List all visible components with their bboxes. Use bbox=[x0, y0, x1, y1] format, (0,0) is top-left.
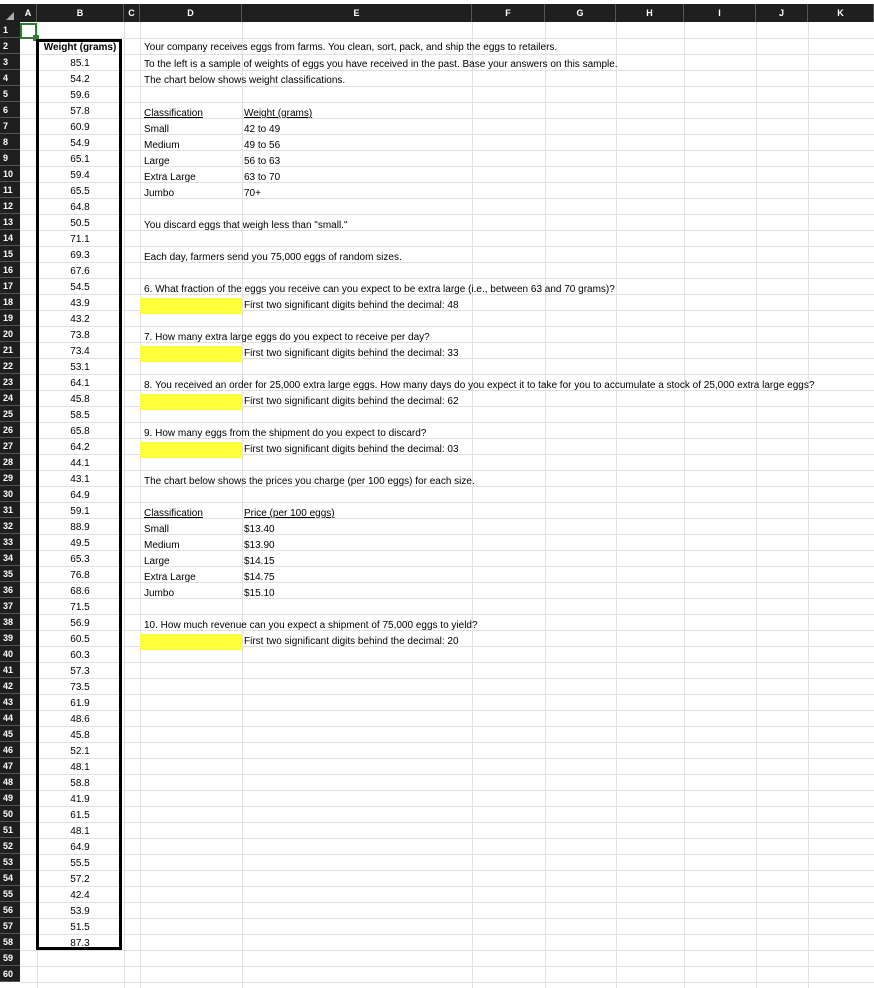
grid-line-horizontal bbox=[20, 838, 874, 839]
sample-value-cell[interactable]: 65.1 bbox=[70, 154, 90, 165]
row-header-31[interactable]: 31 bbox=[0, 502, 20, 518]
row-header-2[interactable]: 2 bbox=[0, 38, 20, 54]
row-header-57[interactable]: 57 bbox=[0, 918, 20, 934]
weight-row-value[interactable]: 42 to 49 bbox=[244, 124, 281, 135]
hint-q6[interactable]: First two significant digits behind the decimal: 48 bbox=[244, 300, 459, 311]
grid-line-horizontal bbox=[20, 774, 874, 775]
daily-note[interactable]: Each day, farmers send you 75,000 eggs of random sizes. bbox=[144, 252, 402, 263]
discard-note[interactable]: You discard eggs that weigh less than "small." bbox=[144, 220, 348, 231]
hint-q10[interactable]: First two significant digits behind the decimal: 20 bbox=[244, 636, 459, 647]
grid-line-horizontal bbox=[20, 854, 874, 855]
row-header-27[interactable]: 27 bbox=[0, 438, 20, 454]
grid-line-horizontal bbox=[20, 742, 874, 743]
question-10[interactable]: 10. How much revenue can you expect a shipment of 75,000 eggs to yield? bbox=[144, 620, 478, 631]
row-header-41[interactable]: 41 bbox=[0, 662, 20, 678]
row-header-23[interactable]: 23 bbox=[0, 374, 20, 390]
sample-value-cell[interactable]: 71.5 bbox=[70, 602, 90, 613]
row-header-42[interactable]: 42 bbox=[0, 678, 20, 694]
sample-value-cell[interactable]: 53.9 bbox=[70, 906, 90, 917]
grid-line-horizontal bbox=[20, 806, 874, 807]
sample-value-cell[interactable]: 64.8 bbox=[70, 202, 90, 213]
sample-value-cell[interactable]: 54.5 bbox=[70, 282, 90, 293]
sample-value-cell[interactable]: 58.5 bbox=[70, 410, 90, 421]
row-header-22[interactable]: 22 bbox=[0, 358, 20, 374]
answer-cell-q6[interactable] bbox=[140, 298, 242, 314]
row-header-18[interactable]: 18 bbox=[0, 294, 20, 310]
row-header-8[interactable]: 8 bbox=[0, 134, 20, 150]
row-header-12[interactable]: 12 bbox=[0, 198, 20, 214]
row-header-11[interactable]: 11 bbox=[0, 182, 20, 198]
sample-value-cell[interactable]: 48.1 bbox=[70, 762, 90, 773]
sample-value-cell[interactable]: 73.8 bbox=[70, 330, 90, 341]
column-header-c[interactable]: C bbox=[124, 4, 140, 22]
column-header-i[interactable]: I bbox=[684, 4, 756, 22]
grid-line-horizontal bbox=[20, 950, 874, 951]
sample-value-cell[interactable]: 59.4 bbox=[70, 170, 90, 181]
sample-value-cell[interactable]: 49.5 bbox=[70, 538, 90, 549]
row-header-54[interactable]: 54 bbox=[0, 870, 20, 886]
grid-line-horizontal bbox=[20, 694, 874, 695]
select-all-triangle-icon bbox=[6, 12, 14, 20]
column-header-h[interactable]: H bbox=[616, 4, 684, 22]
sample-value-cell[interactable]: 65.3 bbox=[70, 554, 90, 565]
sample-value-cell[interactable]: 88.9 bbox=[70, 522, 90, 533]
answer-cell-q10[interactable] bbox=[140, 634, 242, 650]
grid-line-horizontal bbox=[20, 246, 874, 247]
sample-value-cell[interactable]: 53.1 bbox=[70, 362, 90, 373]
grid-line-horizontal bbox=[20, 502, 874, 503]
grid-line-horizontal bbox=[20, 918, 874, 919]
row-header-60[interactable]: 60 bbox=[0, 966, 20, 982]
sample-value-cell[interactable]: 45.8 bbox=[70, 394, 90, 405]
grid-line-horizontal bbox=[20, 470, 874, 471]
row-header-35[interactable]: 35 bbox=[0, 566, 20, 582]
price-row-label[interactable]: Extra Large bbox=[144, 572, 196, 583]
grid-line-horizontal bbox=[20, 38, 874, 39]
price-row-label[interactable]: Medium bbox=[144, 540, 180, 551]
sample-value-cell[interactable]: 68.6 bbox=[70, 586, 90, 597]
sample-value-cell[interactable]: 52.1 bbox=[70, 746, 90, 757]
row-header-3[interactable]: 3 bbox=[0, 54, 20, 70]
grid-line-horizontal bbox=[20, 374, 874, 375]
price-row-label[interactable]: Large bbox=[144, 556, 170, 567]
row-header-58[interactable]: 58 bbox=[0, 934, 20, 950]
row-header-14[interactable]: 14 bbox=[0, 230, 20, 246]
sample-value-cell[interactable]: 64.2 bbox=[70, 442, 90, 453]
grid-line-horizontal bbox=[20, 758, 874, 759]
sample-value-cell[interactable]: 59.6 bbox=[70, 90, 90, 101]
hint-q8[interactable]: First two significant digits behind the decimal: 62 bbox=[244, 396, 459, 407]
price-table-header-class[interactable]: Classification bbox=[144, 508, 203, 519]
grid-line-horizontal bbox=[20, 822, 874, 823]
price-row-value[interactable]: $13.40 bbox=[244, 524, 275, 535]
sample-value-cell[interactable]: 55.5 bbox=[70, 858, 90, 869]
column-header-f[interactable]: F bbox=[472, 4, 545, 22]
price-row-label[interactable]: Small bbox=[144, 524, 170, 535]
weight-row-label[interactable]: Jumbo bbox=[144, 188, 175, 199]
sample-value-cell[interactable]: 48.1 bbox=[70, 826, 90, 837]
sample-value-cell[interactable]: 57.2 bbox=[70, 874, 90, 885]
weight-row-value[interactable]: 63 to 70 bbox=[244, 172, 281, 183]
weight-table-header-class[interactable]: Classification bbox=[144, 108, 203, 119]
sample-value-cell[interactable]: 87.3 bbox=[70, 938, 90, 949]
hint-q7[interactable]: First two significant digits behind the decimal: 33 bbox=[244, 348, 459, 359]
column-header-e[interactable]: E bbox=[242, 4, 472, 22]
row-header-51[interactable]: 51 bbox=[0, 822, 20, 838]
grid-line-horizontal bbox=[20, 326, 874, 327]
weight-row-value[interactable]: 70+ bbox=[244, 188, 261, 199]
row-header-47[interactable]: 47 bbox=[0, 758, 20, 774]
sample-value-cell[interactable]: 60.3 bbox=[70, 650, 90, 661]
row-header-39[interactable]: 39 bbox=[0, 630, 20, 646]
row-header-19[interactable]: 19 bbox=[0, 310, 20, 326]
question-8[interactable]: 8. You received an order for 25,000 extra large eggs. How many days do you expect it to take for you to accumulate a stock of 25,000 extra large eggs? bbox=[144, 380, 815, 391]
sample-value-cell[interactable]: 57.3 bbox=[70, 666, 90, 677]
row-header-24[interactable]: 24 bbox=[0, 390, 20, 406]
row-header-45[interactable]: 45 bbox=[0, 726, 20, 742]
sample-value-cell[interactable]: 69.3 bbox=[70, 250, 90, 261]
row-header-9[interactable]: 9 bbox=[0, 150, 20, 166]
price-row-value[interactable]: $15.10 bbox=[244, 588, 275, 599]
select-all-corner[interactable] bbox=[0, 4, 20, 22]
hint-q9[interactable]: First two significant digits behind the decimal: 03 bbox=[244, 444, 459, 455]
row-header-4[interactable]: 4 bbox=[0, 70, 20, 86]
grid-line-horizontal bbox=[20, 678, 874, 679]
row-header-44[interactable]: 44 bbox=[0, 710, 20, 726]
sample-value-cell[interactable]: 50.5 bbox=[70, 218, 90, 229]
sample-value-cell[interactable]: 73.4 bbox=[70, 346, 90, 357]
row-header-5[interactable]: 5 bbox=[0, 86, 20, 102]
sample-value-cell[interactable]: 59.1 bbox=[70, 506, 90, 517]
grid-line-horizontal bbox=[20, 934, 874, 935]
row-header-53[interactable]: 53 bbox=[0, 854, 20, 870]
sample-value-cell[interactable]: 64.9 bbox=[70, 490, 90, 501]
price-row-value[interactable]: $13.90 bbox=[244, 540, 275, 551]
row-header-40[interactable]: 40 bbox=[0, 646, 20, 662]
grid-line-horizontal bbox=[20, 870, 874, 871]
sample-value-cell[interactable]: 60.5 bbox=[70, 634, 90, 645]
column-header-j[interactable]: J bbox=[756, 4, 808, 22]
weight-row-label[interactable]: Extra Large bbox=[144, 172, 196, 183]
sample-value-cell[interactable]: 43.1 bbox=[70, 474, 90, 485]
price-note[interactable]: The chart below shows the prices you charge (per 100 eggs) for each size. bbox=[144, 476, 475, 487]
sample-value-cell[interactable]: 57.8 bbox=[70, 106, 90, 117]
row-header-46[interactable]: 46 bbox=[0, 742, 20, 758]
price-table-header-value[interactable]: Price (per 100 eggs) bbox=[244, 508, 335, 519]
sample-value-cell[interactable]: 54.9 bbox=[70, 138, 90, 149]
sample-value-cell[interactable]: 71.1 bbox=[70, 234, 90, 245]
row-header-37[interactable]: 37 bbox=[0, 598, 20, 614]
answer-cell-q8[interactable] bbox=[140, 394, 242, 410]
row-header-15[interactable]: 15 bbox=[0, 246, 20, 262]
grid-line-horizontal bbox=[20, 726, 874, 727]
grid-line-horizontal bbox=[20, 278, 874, 279]
price-row-value[interactable]: $14.15 bbox=[244, 556, 275, 567]
row-header-7[interactable]: 7 bbox=[0, 118, 20, 134]
row-header-21[interactable]: 21 bbox=[0, 342, 20, 358]
row-header-10[interactable]: 10 bbox=[0, 166, 20, 182]
row-header-26[interactable]: 26 bbox=[0, 422, 20, 438]
sample-value-cell[interactable]: 64.9 bbox=[70, 842, 90, 853]
row-header-43[interactable]: 43 bbox=[0, 694, 20, 710]
sample-value-cell[interactable]: 42.4 bbox=[70, 890, 90, 901]
intro-line-2[interactable]: To the left is a sample of weights of eggs you have received in the past. Base your answers on this sample. bbox=[144, 59, 618, 70]
sample-value-cell[interactable]: 48.6 bbox=[70, 714, 90, 725]
column-header-d[interactable]: D bbox=[140, 4, 242, 22]
answer-cell-q7[interactable] bbox=[140, 346, 242, 362]
row-header-32[interactable]: 32 bbox=[0, 518, 20, 534]
weight-row-label[interactable]: Medium bbox=[144, 140, 180, 151]
grid-line-horizontal bbox=[20, 422, 874, 423]
grid-line-horizontal bbox=[20, 662, 874, 663]
row-header-6[interactable]: 6 bbox=[0, 102, 20, 118]
grid-line-horizontal bbox=[20, 710, 874, 711]
row-header-20[interactable]: 20 bbox=[0, 326, 20, 342]
sample-value-cell[interactable]: 61.9 bbox=[70, 698, 90, 709]
grid-line-horizontal bbox=[20, 614, 874, 615]
weight-row-value[interactable]: 56 to 63 bbox=[244, 156, 281, 167]
row-header-25[interactable]: 25 bbox=[0, 406, 20, 422]
column-header-a[interactable]: A bbox=[20, 4, 37, 22]
question-6[interactable]: 6. What fraction of the eggs you receive can you expect to be extra large (i.e., between 63 and 70 grams)? bbox=[144, 284, 615, 295]
row-header-59[interactable]: 59 bbox=[0, 950, 20, 966]
row-header-29[interactable]: 29 bbox=[0, 470, 20, 486]
row-header-16[interactable]: 16 bbox=[0, 262, 20, 278]
row-header-1[interactable]: 1 bbox=[0, 22, 20, 38]
weight-row-label[interactable]: Large bbox=[144, 156, 170, 167]
row-header-28[interactable]: 28 bbox=[0, 454, 20, 470]
sample-header[interactable]: Weight (grams) bbox=[43, 42, 117, 53]
grid-line-horizontal bbox=[20, 102, 874, 103]
row-header-30[interactable]: 30 bbox=[0, 486, 20, 502]
price-row-value[interactable]: $14.75 bbox=[244, 572, 275, 583]
column-header-g[interactable]: G bbox=[545, 4, 616, 22]
grid-line-horizontal bbox=[20, 966, 874, 967]
row-header-48[interactable]: 48 bbox=[0, 774, 20, 790]
sample-value-cell[interactable]: 44.1 bbox=[70, 458, 90, 469]
sample-value-cell[interactable]: 61.5 bbox=[70, 810, 90, 821]
weight-table-header-value[interactable]: Weight (grams) bbox=[244, 108, 313, 119]
sample-value-cell[interactable]: 41.9 bbox=[70, 794, 90, 805]
row-header-38[interactable]: 38 bbox=[0, 614, 20, 630]
intro-line-3[interactable]: The chart below shows weight classifications. bbox=[144, 75, 346, 86]
row-header-52[interactable]: 52 bbox=[0, 838, 20, 854]
sample-value-cell[interactable]: 65.8 bbox=[70, 426, 90, 437]
sample-value-cell[interactable]: 76.8 bbox=[70, 570, 90, 581]
sample-value-cell[interactable]: 60.9 bbox=[70, 122, 90, 133]
row-header-56[interactable]: 56 bbox=[0, 902, 20, 918]
sample-value-cell[interactable]: 56.9 bbox=[70, 618, 90, 629]
row-header-34[interactable]: 34 bbox=[0, 550, 20, 566]
weight-row-value[interactable]: 49 to 56 bbox=[244, 140, 281, 151]
column-header-b[interactable]: B bbox=[37, 4, 124, 22]
grid-line-horizontal bbox=[20, 902, 874, 903]
sample-value-cell[interactable]: 45.8 bbox=[70, 730, 90, 741]
sample-value-cell[interactable]: 51.5 bbox=[70, 922, 90, 933]
column-header-k[interactable]: K bbox=[808, 4, 874, 22]
question-7[interactable]: 7. How many extra large eggs do you expect to receive per day? bbox=[144, 332, 430, 343]
row-header-49[interactable]: 49 bbox=[0, 790, 20, 806]
row-header-17[interactable]: 17 bbox=[0, 278, 20, 294]
weight-row-label[interactable]: Small bbox=[144, 124, 170, 135]
row-header-55[interactable]: 55 bbox=[0, 886, 20, 902]
question-9[interactable]: 9. How many eggs from the shipment do you expect to discard? bbox=[144, 428, 427, 439]
grid-line-horizontal bbox=[20, 982, 874, 983]
answer-cell-q9[interactable] bbox=[140, 442, 242, 458]
sample-value-cell[interactable]: 43.9 bbox=[70, 298, 90, 309]
sample-value-cell[interactable]: 73.5 bbox=[70, 682, 90, 693]
row-header-33[interactable]: 33 bbox=[0, 534, 20, 550]
row-header-36[interactable]: 36 bbox=[0, 582, 20, 598]
sample-value-cell[interactable]: 54.2 bbox=[70, 74, 90, 85]
grid-line-horizontal bbox=[20, 214, 874, 215]
sample-value-cell[interactable]: 65.5 bbox=[70, 186, 90, 197]
grid-line-horizontal bbox=[20, 790, 874, 791]
sample-value-cell[interactable]: 43.2 bbox=[70, 314, 90, 325]
intro-line-1[interactable]: Your company receives eggs from farms. You clean, sort, pack, and ship the eggs to retailers. bbox=[144, 42, 558, 53]
sample-value-cell[interactable]: 64.1 bbox=[70, 378, 90, 389]
sample-value-cell[interactable]: 67.6 bbox=[70, 266, 90, 277]
sample-value-cell[interactable]: 58.8 bbox=[70, 778, 90, 789]
row-header-13[interactable]: 13 bbox=[0, 214, 20, 230]
row-header-50[interactable]: 50 bbox=[0, 806, 20, 822]
grid-line-horizontal bbox=[20, 886, 874, 887]
sample-value-cell[interactable]: 85.1 bbox=[70, 58, 90, 69]
price-row-label[interactable]: Jumbo bbox=[144, 588, 175, 599]
